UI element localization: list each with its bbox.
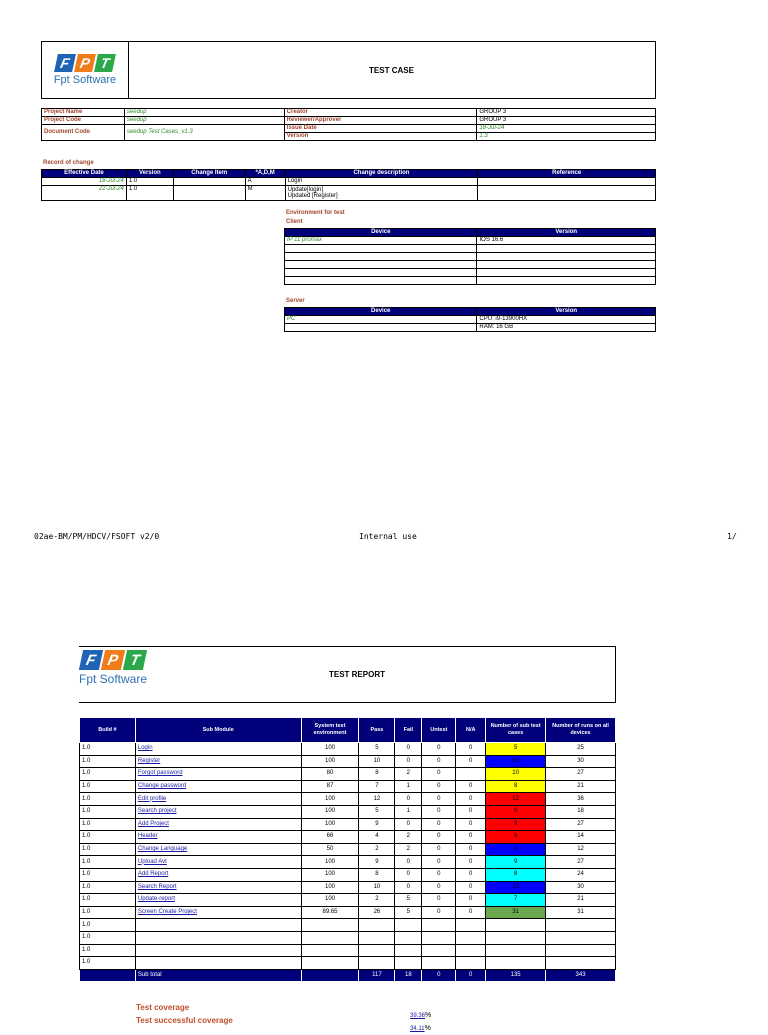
report-cell-sub: 6 [486,805,546,818]
report-cell-sub: 7 [486,894,546,907]
report-cell-pass: 8 [359,868,395,881]
report-cell-na: 0 [456,743,486,756]
report-cell-fail: 5 [395,906,422,919]
footer-internal-use: Internal use [359,532,417,541]
logo-tile-p: P [101,650,125,670]
server-device: PC [285,316,477,324]
report-cell-pass: 7 [359,780,395,793]
client-header-version: Version [477,229,656,237]
rc-desc-cell [285,186,478,201]
report-cell-env [301,944,359,957]
rc-desc: Login [285,178,478,186]
report-cell-na [456,957,486,970]
report-cell-module[interactable]: Update-report [135,894,301,907]
report-header-env: System test environment [301,718,359,743]
report-row [80,856,616,869]
report-header-pass: Pass [359,718,395,743]
report-cell-pass: 4 [359,831,395,844]
report-header-build: Build # [80,718,136,743]
report-cell-module[interactable]: Header [135,831,301,844]
report-cell-runs: 27 [546,768,616,781]
rc-item [173,186,245,201]
report-cell-build: 1.0 [80,919,136,932]
client-title: Client [286,219,303,225]
report-cell-untest: 0 [422,818,456,831]
report-cell-fail: 0 [395,755,422,768]
project-name-label: Project Name [42,109,125,117]
report-cell-pass: 26 [359,906,395,919]
logo-text: Fpt Software [79,672,148,686]
test-coverage-value: 39.36 [410,1013,426,1019]
report-cell-build: 1.0 [80,818,136,831]
report-cell-sub [486,944,546,957]
report-cell-sub: 9 [486,818,546,831]
report-cell-module[interactable]: Upload Avt [135,856,301,869]
report-cell-env: 100 [301,856,359,869]
report-row [80,843,616,856]
project-code-value: seedup [124,117,284,125]
report-cell-sub: 4 [486,843,546,856]
footer-page-number: 1/ [727,532,737,541]
report-header-na: N/A [456,718,486,743]
report-cell-module[interactable]: Edit profile [135,793,301,806]
report-row [80,957,616,970]
report-row [80,881,616,894]
rc-desc: Update[login] [287,187,323,193]
rc-version: 1.0 [126,178,173,186]
creator-label: Creator [284,109,477,117]
report-cell-untest: 0 [422,768,456,781]
report-cell-build: 1.0 [80,856,136,869]
report-cell-runs: 18 [546,805,616,818]
report-cell-module[interactable]: Search Report [135,881,301,894]
report-cell-pass: 2 [359,894,395,907]
report-cell-na: 0 [456,894,486,907]
report-cell-env: 100 [301,793,359,806]
report-cell-build: 1.0 [80,793,136,806]
report-cell-env: 89.65 [301,906,359,919]
report-cell-build: 1.0 [80,868,136,881]
client-row [285,253,656,261]
report-cell-pass: 9 [359,856,395,869]
client-device [285,269,477,277]
report-cell-sub: 8 [486,868,546,881]
report-cell-sub [486,931,546,944]
report-cell-env: 50 [301,843,359,856]
report-cell-env [301,919,359,932]
environment-title: Environment for test [286,210,345,216]
record-row [42,186,656,201]
record-of-change-table [41,169,656,201]
report-cell-na: 0 [456,818,486,831]
report-cell-pass: 2 [359,843,395,856]
report-cell-fail [395,944,422,957]
report-cell-sub: 10 [486,881,546,894]
report-cell-untest: 0 [422,755,456,768]
report-cell-env [301,931,359,944]
report-cell-na: 0 [456,831,486,844]
report-cell-pass: 9 [359,818,395,831]
client-version [477,277,656,285]
report-cell-build: 1.0 [80,944,136,957]
report-cell-runs: 27 [546,818,616,831]
subtotal-pass: 117 [359,969,395,982]
report-cell-na: 0 [456,793,486,806]
report-cell-env: 87 [301,780,359,793]
rc-header-desc: Change description [285,170,478,178]
report-cell-fail: 0 [395,856,422,869]
test-coverage-label: Test coverage [136,1003,190,1012]
report-header-untest: Untest [422,718,456,743]
server-title: Server [286,298,305,304]
rc-adm: M [245,186,285,201]
rc-date: 18-Jul-24 [42,178,127,186]
creator-value: GROUP 3 [477,109,656,117]
report-cell-module [135,931,301,944]
report-cell-module [135,919,301,932]
rc-header-version: Version [126,170,173,178]
report-row [80,944,616,957]
server-row [285,316,656,324]
report-cell-build: 1.0 [80,881,136,894]
test-success-value-wrap [410,1017,431,1035]
report-cell-module[interactable]: Change Language [135,843,301,856]
client-device [285,261,477,269]
report-cell-module[interactable]: Login [135,743,301,756]
report-cell-sub [486,919,546,932]
report-cell-pass: 10 [359,755,395,768]
logo-tile-t: T [94,54,116,72]
reviewer-label: Reviewer/Approver [284,117,477,125]
report-cell-env: 100 [301,868,359,881]
report-cell-na [456,919,486,932]
report-cell-env: 100 [301,818,359,831]
fpt-logo-cell [42,42,129,98]
report-cell-runs: 25 [546,743,616,756]
rc-header-adm: *A,D,M [245,170,285,178]
client-version [477,269,656,277]
record-of-change-title: Record of change [43,160,94,166]
report-header-module: Sub Module [135,718,301,743]
report-cell-env: 100 [301,881,359,894]
report-header-sub: Number of sub test cases [486,718,546,743]
report-cell-na: 0 [456,906,486,919]
report-cell-pass [359,919,395,932]
project-info-table [41,108,656,141]
report-cell-untest [422,919,456,932]
report-row [80,894,616,907]
report-cell-sub: 8 [486,780,546,793]
report-cell-na [456,931,486,944]
rc-version: 1.0 [126,186,173,201]
report-cell-runs: 14 [546,831,616,844]
report-row [80,743,616,756]
report-cell-fail: 5 [395,894,422,907]
report-cell-untest: 0 [422,843,456,856]
logo-text: Fpt Software [53,74,117,86]
report-cell-untest: 0 [422,793,456,806]
report-cell-env: 100 [301,805,359,818]
report-cell-fail: 0 [395,868,422,881]
version-label: Version [284,133,477,141]
report-cell-env: 100 [301,894,359,907]
issue-date-label: Issue Date [284,125,477,133]
client-version [477,253,656,261]
report-cell-runs [546,919,616,932]
report-cell-module[interactable]: Register [135,755,301,768]
test-success-label: Test successful coverage [136,1016,233,1025]
report-cell-runs: 21 [546,780,616,793]
report-cell-build: 1.0 [80,755,136,768]
report-cell-fail [395,957,422,970]
fpt-logo [54,54,116,86]
subtotal-sub: 135 [486,969,546,982]
report-cell-untest: 0 [422,868,456,881]
report-cell-build: 1.0 [80,906,136,919]
report-cell-module[interactable]: Search project [135,805,301,818]
report-cell-runs: 30 [546,755,616,768]
report-cell-runs: 21 [546,894,616,907]
report-cell-sub: 9 [486,856,546,869]
server-header-device: Device [285,308,477,316]
document-code-label: Document Code [42,125,125,141]
subtotal-label: Sub total [135,969,301,982]
rc-ref [478,178,656,186]
report-cell-na [456,768,486,781]
report-cell-runs: 36 [546,793,616,806]
report-subtotal-row [80,969,616,982]
report-cell-untest: 0 [422,856,456,869]
report-cell-untest: 0 [422,805,456,818]
report-cell-sub: 6 [486,831,546,844]
client-row [285,261,656,269]
report-cell-untest: 0 [422,831,456,844]
report-cell-runs: 30 [546,881,616,894]
report-row [80,805,616,818]
report-cell-module[interactable]: Screen Create Project [135,906,301,919]
report-cell-env: 100 [301,755,359,768]
report-cell-fail: 2 [395,768,422,781]
report-cell-build: 1.0 [80,957,136,970]
report-row [80,818,616,831]
test-success-pct: % [424,1025,431,1032]
client-version [477,245,656,253]
report-cell-module [135,957,301,970]
report-cell-module[interactable]: Forgot password [135,768,301,781]
report-cell-na: 0 [456,881,486,894]
report-cell-untest: 0 [422,881,456,894]
client-table [284,228,656,285]
client-device: IP 11 promax [285,237,477,245]
document-code-value: seedup Test Cases_v1.3 [124,125,284,141]
report-cell-untest [422,931,456,944]
subtotal-untest: 0 [422,969,456,982]
report-cell-build: 1.0 [80,805,136,818]
project-name-value: seedup [124,109,284,117]
test-success-value: 34.11 [410,1026,425,1032]
report-cell-build: 1.0 [80,743,136,756]
report-cell-fail: 2 [395,843,422,856]
report-row [80,919,616,932]
client-row [285,269,656,277]
logo-tile-t: T [123,650,147,670]
report-cell-fail: 0 [395,881,422,894]
report-cell-runs: 24 [546,868,616,881]
test-coverage-pct: % [425,1012,432,1019]
report-cell-sub: 5 [486,743,546,756]
report-cell-na: 0 [456,868,486,881]
report-cell-runs [546,957,616,970]
report-header-runs: Number of runs on all devices [546,718,616,743]
server-version: CPU: i9-13900HX [477,316,656,324]
test-case-header-box [41,41,656,99]
report-cell-fail [395,931,422,944]
test-report-table [79,717,616,982]
client-device [285,245,477,253]
report-cell-pass: 10 [359,881,395,894]
report-cell-env: 66 [301,831,359,844]
report-cell-build: 1.0 [80,843,136,856]
report-cell-fail: 2 [395,831,422,844]
report-cell-env: 100 [301,743,359,756]
report-cell-sub: 10 [486,768,546,781]
report-cell-na: 0 [456,780,486,793]
rc-desc-2: Updated [Register] [287,193,338,199]
report-cell-module[interactable]: Add Report [135,868,301,881]
rc-item [173,178,245,186]
rc-date: 22-Jul-24 [42,186,127,201]
report-cell-fail: 0 [395,793,422,806]
report-cell-build: 1.0 [80,780,136,793]
report-cell-untest: 0 [422,894,456,907]
logo-tile-p: P [74,54,96,72]
version-value: 1.3 [477,133,656,141]
subtotal-na: 0 [456,969,486,982]
client-version [477,261,656,269]
report-cell-fail: 1 [395,805,422,818]
report-cell-untest: 0 [422,743,456,756]
report-cell-build: 1.0 [80,931,136,944]
client-row [285,277,656,285]
report-cell-runs [546,931,616,944]
report-cell-sub [486,957,546,970]
server-device [285,324,477,332]
subtotal-env [301,969,359,982]
report-row [80,831,616,844]
report-cell-fail: 0 [395,818,422,831]
client-device [285,277,477,285]
report-row [80,931,616,944]
report-cell-build: 1.0 [80,768,136,781]
report-row [80,780,616,793]
report-cell-runs [546,944,616,957]
report-cell-env: 80 [301,768,359,781]
rc-header-item: Change Item [173,170,245,178]
report-row [80,793,616,806]
client-version: IOS 16.6 [477,237,656,245]
report-row [80,868,616,881]
rc-ref [478,186,656,201]
footer-doc-code: 02ae-BM/PM/HDCV/FSOFT v2/0 [34,532,160,541]
report-cell-fail [395,919,422,932]
report-cell-untest: 0 [422,780,456,793]
report-cell-runs: 27 [546,856,616,869]
report-cell-pass [359,931,395,944]
test-case-title: TEST CASE [369,65,414,75]
logo-tile-f: F [79,650,103,670]
report-row [80,906,616,919]
report-cell-pass: 5 [359,805,395,818]
issue-date-value: 18-Jul-24 [477,125,656,133]
report-row [80,768,616,781]
report-cell-pass [359,957,395,970]
report-cell-sub: 10 [486,755,546,768]
server-table [284,307,656,332]
report-cell-build: 1.0 [80,894,136,907]
test-report-title: TEST REPORT [328,670,385,679]
report-cell-runs: 12 [546,843,616,856]
rc-adm: A [245,178,285,186]
report-cell-pass: 12 [359,793,395,806]
report-cell-untest: 0 [422,906,456,919]
report-cell-build: 1.0 [80,831,136,844]
logo-tile-f: F [54,54,76,72]
report-cell-untest [422,957,456,970]
report-header-fail: Fail [395,718,422,743]
report-cell-sub: 12 [486,793,546,806]
report-cell-na: 0 [456,755,486,768]
client-header-device: Device [285,229,477,237]
project-code-label: Project Code [42,117,125,125]
report-cell-sub: 31 [486,906,546,919]
report-cell-module[interactable]: Change password [135,780,301,793]
report-cell-runs: 31 [546,906,616,919]
report-cell-untest [422,944,456,957]
report-cell-pass [359,944,395,957]
rc-header-date: Effective Date [42,170,127,178]
report-row [80,755,616,768]
server-row [285,324,656,332]
report-cell-na: 0 [456,805,486,818]
client-row [285,245,656,253]
subtotal-fail: 18 [395,969,422,982]
server-version: RAM: 16 GB [477,324,656,332]
client-row [285,237,656,245]
report-cell-module[interactable]: Add Project [135,818,301,831]
server-header-version: Version [477,308,656,316]
report-cell-module [135,944,301,957]
subtotal-runs: 343 [546,969,616,982]
client-device [285,253,477,261]
report-cell-na [456,944,486,957]
test-report-header-box [79,646,616,703]
report-cell-fail: 0 [395,743,422,756]
report-cell-pass: 5 [359,743,395,756]
rc-header-ref: Reference [478,170,656,178]
report-cell-na: 0 [456,856,486,869]
subtotal-build [80,969,136,982]
report-cell-pass: 8 [359,768,395,781]
report-cell-na: 0 [456,843,486,856]
reviewer-value: GROUP 3 [477,117,656,125]
report-cell-env [301,957,359,970]
report-cell-fail: 1 [395,780,422,793]
record-row [42,178,656,186]
